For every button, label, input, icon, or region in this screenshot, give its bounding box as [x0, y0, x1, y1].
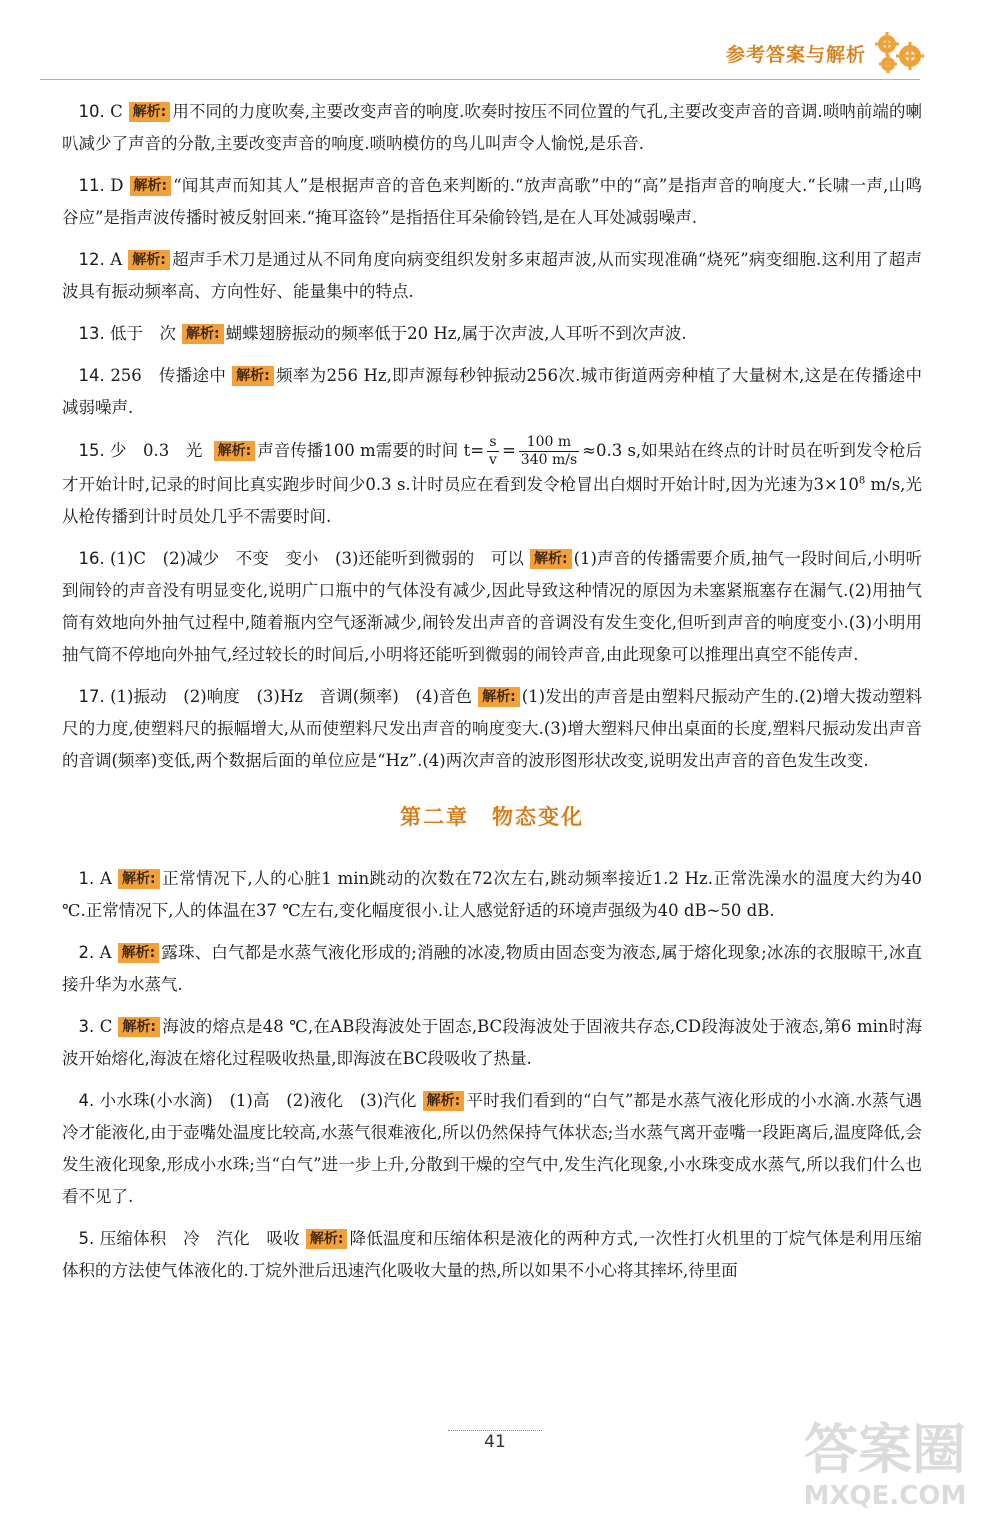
explanation: 用不同的力度吹奏,主要改变声音的响度.吹奏时按压不同位置的气孔,主要改变声音的音调.唢呐前端的喇叭减少了声音的分散,主要改变声音的响度.唢呐模仿的鸟儿叫声令人愉悦,是乐音.: [62, 102, 923, 153]
explanation: 超声手术刀是通过从不同角度向病变组织发射多束超声波,从而实现准确“烧死”病变细胞.这利用了超声波具有振动频率高、方向性好、能量集中的特点.: [62, 250, 922, 301]
analysis-tag: 解析:: [530, 549, 572, 569]
watermark-logo: [790, 1406, 980, 1516]
chapter-title: 第二章 物态变化: [400, 805, 584, 829]
analysis-tag: 解析:: [423, 1091, 465, 1111]
answer: (1)C (2)减少 不变 变小 (3)还能听到微弱的 可以: [110, 549, 524, 568]
answer: (1)振动 (2)响度 (3)Hz 音调(频率) (4)音色: [110, 687, 473, 706]
answer-item: [62, 244, 922, 308]
explanation: (1)声音的传播需要介质,抽气一段时间后,小明听到闹铃的声音没有明显变化,说明广口瓶中的气体没有减少,因此导致这种情况的原因为未塞紧瓶塞存在漏气.(2)用抽气筒有效地向外抽气过程中,随着瓶内空气逐渐减少,闹铃发出声音的音调没有发生变化,但听到声音的响度变小.(3)小明用抽气筒不停地向外抽气,经过较长的时间后,小明将还能听到微弱的闹铃声音,由此现象可以推理出真空不能传声.: [62, 549, 922, 664]
explanation: 平时我们看到的“白气”都是水蒸气液化形成的小水滴.水蒸气遇冷才能液化,由于壶嘴处温度比较高,水蒸气很难液化,所以仍然保持气体状态;当水蒸气离开壶嘴一段距离后,温度降低,会发生液化现象,形成小水珠;当“白气”进一步上升,分散到干燥的空气中,发生汽化现象,小水珠变成水蒸气,所以我们什么也看不见了.: [62, 1091, 922, 1206]
page-number-rule: [448, 1430, 542, 1431]
analysis-tag: 解析:: [214, 441, 256, 461]
answer-item: [62, 170, 922, 234]
answer-item: [62, 937, 922, 1001]
answer-content: [62, 96, 922, 1297]
answer: 小水珠(小水滴) (1)高 (2)液化 (3)汽化: [99, 1091, 417, 1110]
answer-item: [62, 1011, 922, 1075]
answer-item-15: 15. 少 0.3 光 解析: 声音传播100 m需要的时间 t= $\frac{s}{v}$ = $\frac{100 m}{340 m/s}$ ≈0.3 s,如果站在终点的计时员在听到发令枪后才开始计时,记录的时间比真实跑步时间少0.3 s.计时员应在看到发令枪冒出白烟时开始计时,因为光速为$3\times 10^8$ m/s,光从枪传播到计时员处几乎不需要时间.: [62, 434, 922, 526]
watermark-text: 答案圈: [804, 1418, 966, 1481]
analysis-tag: 解析:: [118, 869, 160, 889]
analysis-tag: 解析:: [128, 250, 170, 270]
fraction: $\frac{s}{v}$: [489, 434, 497, 468]
answer-item: [62, 681, 922, 777]
explanation: 降低温度和压缩体积是液化的两种方式,一次性打火机里的丁烷气体是利用压缩体积的方法使气体液化的.丁烷外泄后迅速汽化吸收大量的热,所以如果不小心将其摔坏,待里面: [62, 1229, 923, 1280]
page-number: 41: [484, 1432, 506, 1452]
question-number: 4.: [78, 1091, 95, 1110]
question-number: 11.: [78, 176, 105, 195]
answer: C: [110, 102, 123, 121]
analysis-tag: 解析:: [182, 324, 224, 344]
analysis-tag: 解析:: [118, 943, 160, 963]
answer: 压缩体积 冷 汽化 吸收: [99, 1229, 300, 1248]
explanation: 蝴蝶翅膀振动的频率低于20 Hz,属于次声波,人耳听不到次声波.: [225, 324, 687, 343]
analysis-tag: 解析:: [232, 366, 274, 386]
answer-item: [62, 543, 922, 671]
watermark-url: MXQE.COM: [803, 1481, 967, 1511]
answer-item: [62, 863, 922, 927]
question-number: 13.: [78, 324, 105, 343]
answer: 少 0.3 光: [110, 441, 203, 460]
question-number: 16.: [78, 549, 105, 568]
question-number: 12.: [78, 250, 105, 269]
answer: D: [110, 176, 124, 195]
answer: A: [100, 869, 112, 888]
explanation: 频率为256 Hz,即声源每秒钟振动256次.城市街道两旁种植了大量树木,这是在传播途中减弱噪声.: [62, 366, 922, 417]
analysis-tag: 解析:: [478, 687, 520, 707]
answer-item: [62, 1223, 922, 1287]
question-number: 1.: [78, 869, 95, 888]
explanation: (1)发出的声音是由塑料尺振动产生的.(2)增大拨动塑料尺的力度,使塑料尺的振幅增大,从而使塑料尺发出声音的响度变大.(3)增大塑料尺伸出桌面的长度,塑料尺振动发出声音的音调(频率)变低,两个数据后面的单位应是“Hz”.(4)两次声音的波形图形状改变,说明发出声音的音色发生改变.: [62, 687, 922, 770]
question-number: 17.: [78, 687, 105, 706]
question-number: 2.: [78, 943, 95, 962]
question-number: 14.: [78, 366, 105, 385]
answer-item: [62, 1085, 922, 1213]
answer: 256 传播途中: [110, 366, 227, 385]
analysis-tag: 解析:: [306, 1229, 348, 1249]
answer: A: [110, 250, 123, 269]
question-number: 3.: [78, 1017, 95, 1036]
answer-item: [62, 360, 922, 424]
question-number: 5.: [78, 1229, 95, 1248]
answer-item: [62, 96, 922, 160]
answer: 低于 次: [110, 324, 176, 343]
analysis-tag: 解析:: [130, 176, 172, 196]
explanation: 正常情况下,人的心脏1 min跳动的次数在72次左右,跳动频率接近1.2 Hz.正常洗澡水的温度大约为40 ℃.正常情况下,人的体温在37 ℃左右,变化幅度很小.让人感觉舒适的环境声强级为40 dB~50 dB.: [62, 869, 922, 920]
explanation: 海波的熔点是48 ℃,在AB段海波处于固态,BC段海波处于固液共存态,CD段海波处于液态,第6 min时海波开始熔化,海波在熔化过程吸收热量,即海波在BC段吸收了热量.: [62, 1017, 923, 1068]
gears-icon: [872, 30, 928, 76]
question-number: 10.: [78, 102, 105, 121]
explanation: 露珠、白气都是水蒸气液化形成的;消融的冰凌,物质由固态变为液态,属于熔化现象;冰冻的衣服晾干,冰直接升华为水蒸气.: [62, 943, 923, 994]
answer-item: [62, 318, 922, 350]
analysis-tag: 解析:: [118, 1017, 160, 1037]
header-title: 参考答案与解析: [725, 44, 866, 66]
explanation: “闻其声而知其人”是根据声音的音色来判断的.“放声高歌”中的“高”是指声音的响度大.“长啸一声,山鸣谷应”是指声波传播时被反射回来.“掩耳盗铃”是指捂住耳朵偷铃铛,是在人耳处减弱噪声.: [62, 176, 922, 227]
answer: C: [99, 1017, 113, 1036]
analysis-tag: 解析:: [129, 102, 171, 122]
header-divider: [40, 79, 920, 80]
answer: A: [99, 943, 112, 962]
fraction: $\frac{100 m}{340 m/s}$: [520, 434, 578, 468]
